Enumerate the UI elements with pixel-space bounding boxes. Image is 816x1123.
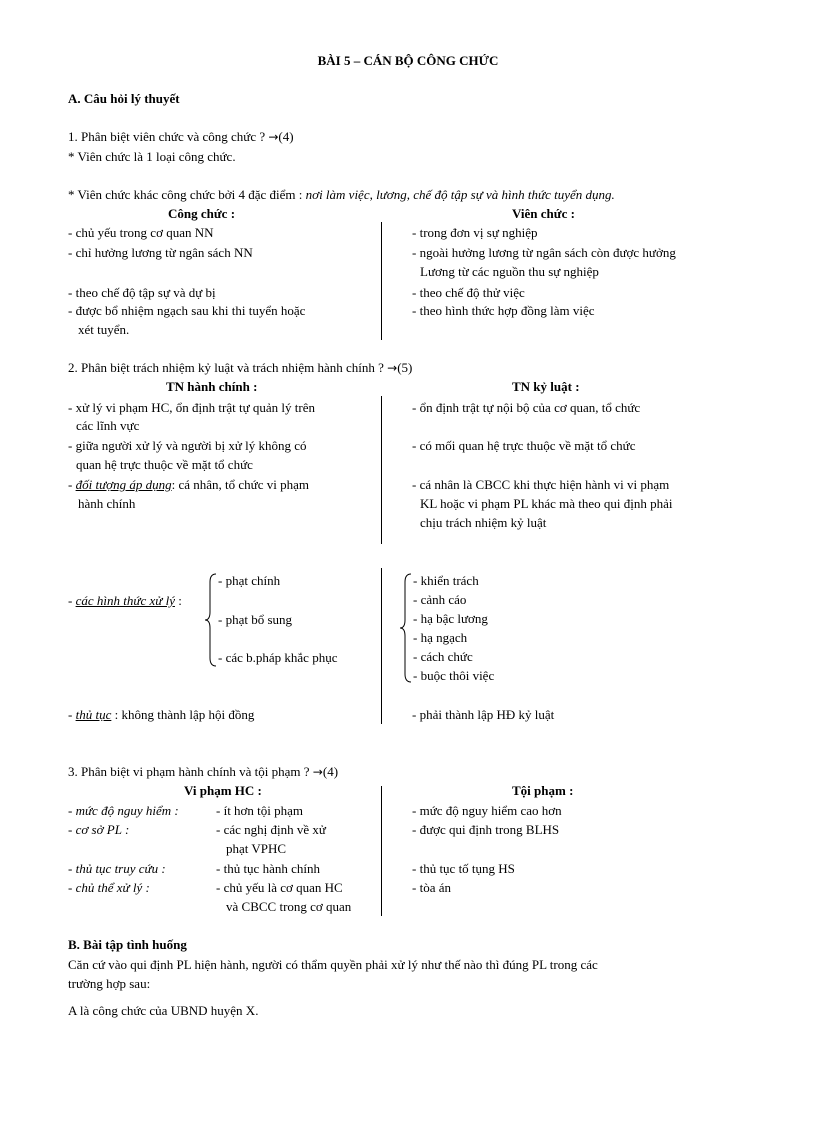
- q3-question: [68, 763, 338, 781]
- q2-forms-right-item: - buộc thôi việc: [413, 668, 495, 683]
- q2-forms-right-item: - cách chức: [413, 649, 473, 664]
- q3-left-item: - các nghị định về xử: [216, 822, 326, 837]
- arrow-right-icon: →: [312, 765, 323, 779]
- q1-left-item: - chủ yếu trong cơ quan NN: [68, 225, 214, 240]
- q1-right-item: - theo hình thức hợp đồng làm việc: [412, 303, 595, 318]
- q2-proc-dash: -: [68, 707, 76, 722]
- q1-left-item: - được bổ nhiệm ngạch sau khi thi tuyển hoặc: [68, 303, 306, 318]
- q2-forms-dash: -: [68, 593, 76, 608]
- q1-right-item: Lương từ các nguồn thu sự nghiệp: [420, 264, 599, 279]
- q3-left-item: - chủ yếu là cơ quan HC: [216, 880, 343, 895]
- q2-forms-text: các hình thức xử lý: [75, 593, 175, 608]
- q2-forms-left-item: - phạt chính: [218, 573, 281, 588]
- q3-label: - cơ sở PL :: [68, 822, 130, 837]
- q2-left-header: TN hành chính :: [166, 379, 258, 394]
- q2-procedure: [68, 706, 254, 723]
- q3-column-divider: [381, 786, 382, 916]
- q2-proc-rest: : không thành lập hội đồng: [111, 707, 255, 722]
- q2-forms-left-item: - các b.pháp khắc phục: [218, 650, 338, 665]
- q3-left-item: - thủ tục hành chính: [216, 861, 320, 876]
- q1-note2-italic: nơi làm việc, lương, chế độ tập sự và hình thức tuyển dụng.: [305, 187, 615, 202]
- q2-right-item: chịu trách nhiệm kỷ luật: [420, 515, 547, 530]
- q1-note2-prefix: * Viên chức khác công chức bởi 4 đặc điểm :: [68, 187, 306, 202]
- q2-text: 2. Phân biệt trách nhiệm kỷ luật và trách nhiệm hành chính ?: [68, 360, 388, 375]
- q1-note2: [68, 186, 615, 203]
- q2-column-divider: [381, 396, 382, 544]
- q1-right-item: - theo chế độ thử việc: [412, 285, 525, 300]
- q2-forms-label: [68, 592, 182, 609]
- q2-forms-divider: [381, 568, 382, 724]
- q3-label: - thủ tục truy cứu :: [68, 861, 166, 876]
- q2-forms-left-item: - phạt bổ sung: [218, 612, 293, 627]
- q2-forms-right-item: - cảnh cáo: [413, 592, 467, 607]
- q3-right-item: - được qui định trong BLHS: [412, 822, 560, 837]
- q1-question: [68, 128, 294, 146]
- q2-right-item: KL hoặc vi phạm PL khác mà theo qui định phải: [420, 496, 673, 511]
- q1-left-item: - chỉ hưởng lương từ ngân sách NN: [68, 245, 253, 260]
- q2-forms-colon: :: [174, 593, 182, 608]
- q1-ref: (4): [278, 129, 294, 144]
- q3-left-header: Vi phạm HC :: [184, 783, 262, 798]
- b-paragraph: Căn cứ vào qui định PL hiện hành, người có thẩm quyền phải xử lý như thế nào thì đúng PL trong các: [68, 957, 598, 972]
- q1-text: 1. Phân biệt viên chức và công chức ?: [68, 129, 269, 144]
- q1-right-item: - ngoài hưởng lương từ ngân sách còn được hưởng: [412, 245, 676, 260]
- q3-left-item: - ít hơn tội phạm: [216, 803, 304, 818]
- q2-object-dash: -: [68, 477, 76, 492]
- q2-forms-right-item: - hạ ngạch: [413, 630, 468, 645]
- q2-forms-right-item: - hạ bậc lương: [413, 611, 488, 626]
- q2-right-item: - cá nhân là CBCC khi thực hiện hành vi vi phạm: [412, 477, 670, 492]
- q3-right-item: - mức độ nguy hiểm cao hơn: [412, 803, 562, 818]
- q2-right-header: TN kỷ luật :: [512, 379, 580, 394]
- section-b-heading: B. Bài tập tình huống: [68, 937, 187, 952]
- q2-ref: (5): [397, 360, 413, 375]
- q1-note1: * Viên chức là 1 loại công chức.: [68, 149, 236, 164]
- q2-right-item: - ổn định trật tự nội bộ của cơ quan, tổ chức: [412, 400, 641, 415]
- q1-column-divider: [381, 222, 382, 340]
- q2-right-item: - có mối quan hệ trực thuộc về mặt tổ chức: [412, 438, 636, 453]
- q1-right-header: Viên chức :: [512, 206, 575, 221]
- q3-right-header: Tội phạm :: [512, 783, 574, 798]
- left-brace-icon: [399, 572, 413, 684]
- section-a-heading: A. Câu hỏi lý thuyết: [68, 91, 180, 106]
- q2-object-label: đối tượng áp dụng: [75, 477, 172, 492]
- q2-proc-label: thủ tục: [75, 707, 112, 722]
- b-paragraph: trường hợp sau:: [68, 976, 151, 991]
- left-brace-icon: [204, 572, 218, 668]
- arrow-right-icon: →: [387, 361, 398, 375]
- q3-left-item: và CBCC trong cơ quan: [226, 899, 352, 914]
- arrow-right-icon: →: [268, 130, 279, 144]
- q1-right-item: - trong đơn vị sự nghiệp: [412, 225, 538, 240]
- q2-left-item: - giữa người xử lý và người bị xử lý không có: [68, 438, 307, 453]
- q3-right-item: - thủ tục tố tụng HS: [412, 861, 515, 876]
- q2-left-item: - xử lý vi phạm HC, ổn định trật tự quản lý trên: [68, 400, 315, 415]
- q2-forms-right-item: - khiển trách: [413, 573, 479, 588]
- q2-left-item: các lĩnh vực: [76, 418, 140, 433]
- q2-left-object: [68, 476, 309, 493]
- q2-question: [68, 359, 412, 377]
- q3-label: - chủ thể xử lý :: [68, 880, 150, 895]
- b-paragraph: A là công chức của UBND huyện X.: [68, 1003, 259, 1018]
- q3-ref: (4): [322, 764, 339, 779]
- q3-text: 3. Phân biệt vi phạm hành chính và tội phạm ?: [68, 764, 313, 779]
- q2-left-item: hành chính: [78, 496, 136, 511]
- q3-right-item: - tòa án: [412, 880, 451, 895]
- q2-proc-right: - phải thành lập HĐ kỷ luật: [412, 707, 555, 722]
- page-title: BÀI 5 – CÁN BỘ CÔNG CHỨC: [317, 53, 499, 68]
- q2-left-item: quan hệ trực thuộc về mặt tổ chức: [76, 457, 253, 472]
- q3-left-item: phạt VPHC: [226, 841, 287, 856]
- q1-left-item: xét tuyển.: [78, 322, 130, 337]
- q2-object-rest: : cá nhân, tổ chức vi phạm: [171, 477, 309, 492]
- q1-left-header: Công chức :: [168, 206, 236, 221]
- q1-left-item: - theo chế độ tập sự và dự bị: [68, 285, 216, 300]
- q3-label: - mức độ nguy hiểm :: [68, 803, 179, 818]
